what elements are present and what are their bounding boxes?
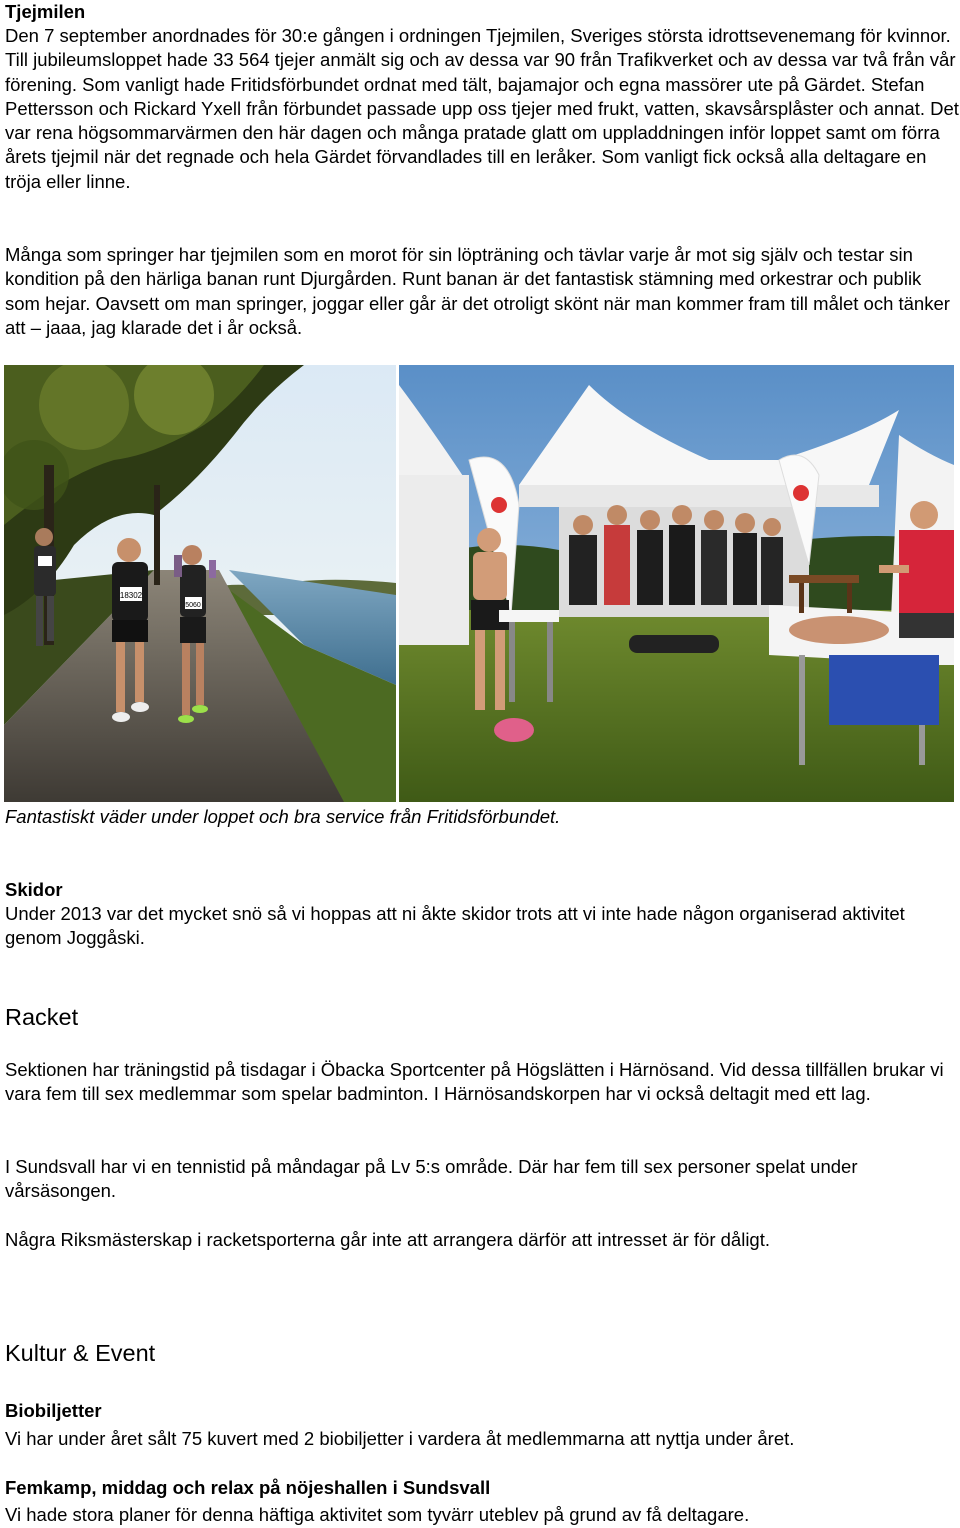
photo-tent-service: [399, 365, 954, 802]
racket-heading-text: Racket: [5, 1004, 79, 1030]
biobiljetter-heading: Biobiljetter: [5, 1400, 102, 1421]
biobiljetter-paragraph: Vi har under året sålt 75 kuvert med 2 biobiljetter i vardera åt medlemmarna att nyttja under året.: [5, 1428, 795, 1449]
bib-number-1: 18302: [119, 591, 143, 600]
tjejmilen-paragraph-2: Många som springer har tjejmilen som en morot för sin löpträning och tävlar varje år mot sig själv och testar sin kondition på den härliga banan runt Djurgården. Runt banan är det fantastisk stämning med orkestrar och publik som hejar. Oavsett om man springer, joggar eller går är det otroligt skönt när man kommer fram till målet och tänker att – jaaa, jag klarade det i år också.: [5, 244, 950, 338]
tjejmilen-paragraph-1: Den 7 september anordnades för 30:e gången i ordningen Tjejmilen, Sveriges största idrottsevenemang för kvinnor. Till jubileumsloppet hade 33 564 tjejer anmält sig och av dessa var 90 från Trafikverket och av dessa var två från vår förening. Som vanligt hade Fritidsförbundet ordnat med tält, bajamajor och egna massörer ute på Gärdet. Stefan Pettersson och Rickard Yxell från förbundet passade upp oss tjejer med frukt, vatten, skavsårsplåster och annat. Det var rena högsommarvärmen den här dagen och många pratade glatt om uppladdningen inför loppet samt om förra årets tjejmil när det regnade och hela Gärdet förvandlades till en leråker. Som vanligt fick också alla deltagare en tröja eller linne.: [5, 25, 959, 192]
femkamp-heading: Femkamp, middag och relax på nöjeshallen i Sundsvall: [5, 1477, 491, 1498]
skidor-paragraph: Under 2013 var det mycket snö så vi hoppas att ni åkte skidor trots att vi inte hade någon organiserad aktivitet genom Joggåski.: [5, 903, 905, 949]
bib-number-2: 5060: [185, 602, 201, 609]
racket-heading: [5, 1003, 960, 1031]
photo-caption: Fantastiskt väder under loppet och bra service från Fritidsförbundet.: [5, 806, 561, 827]
kultur-heading: [5, 1339, 960, 1367]
femkamp-paragraph: Vi hade stora planer för denna häftiga aktivitet som tyvärr uteblev på grund av få deltagare.: [5, 1504, 750, 1525]
skidor-heading: Skidor: [5, 879, 63, 900]
racket-paragraph-2: I Sundsvall har vi en tennistid på måndagar på Lv 5:s område. Där har fem till sex personer spelat under vårsäsongen.: [5, 1156, 858, 1202]
tjejmilen-heading: Tjejmilen: [5, 1, 86, 22]
racket-paragraph-1: Sektionen har träningstid på tisdagar i Öbacka Sportcenter på Högslätten i Härnösand. Vid dessa tillfällen brukar vi vara fem till sex medlemmar som spelar badminton. I Härnösandskorpen har vi också deltagit med ett lag.: [5, 1059, 944, 1105]
photo-runners: [4, 365, 396, 802]
racket-paragraph-3: Några Riksmästerskap i racketsporterna går inte att arrangera därför att intresset är för dåligt.: [5, 1229, 771, 1250]
kultur-heading-text: Kultur & Event: [5, 1340, 156, 1366]
